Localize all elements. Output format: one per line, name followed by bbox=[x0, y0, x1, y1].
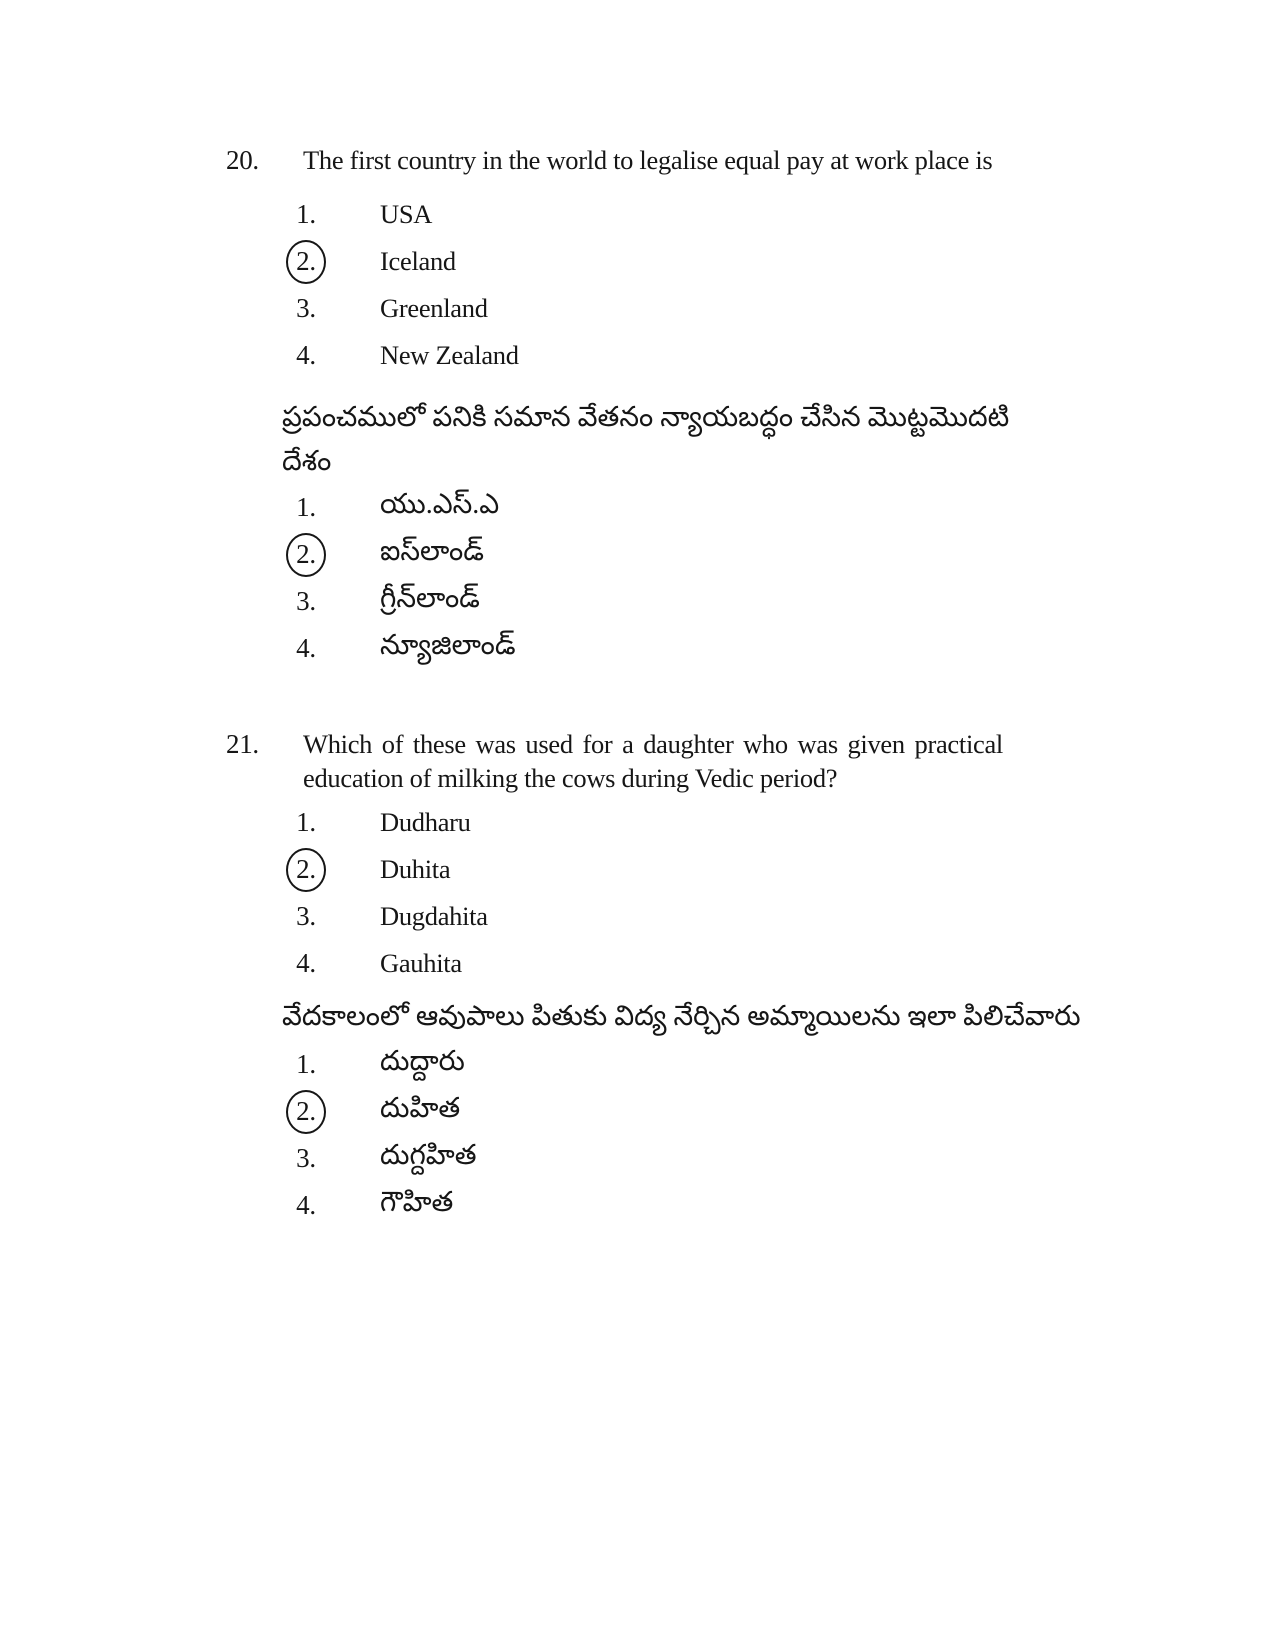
option-label: Dugdahita bbox=[380, 901, 488, 931]
question-text-telugu bbox=[282, 995, 1235, 1039]
question-text-line: education of milking the cows during Vedic period? bbox=[303, 763, 838, 793]
option-number: 3. bbox=[296, 1143, 316, 1173]
question-number: 20. bbox=[226, 145, 259, 175]
option-row bbox=[286, 625, 1235, 672]
option-label: దుగ్దహిత bbox=[380, 1139, 477, 1171]
question-text-telugu bbox=[282, 396, 1235, 484]
option-row bbox=[286, 1088, 1235, 1135]
option-row bbox=[286, 484, 1235, 531]
option-row bbox=[286, 531, 1235, 578]
option-number: 1. bbox=[296, 492, 316, 522]
option-row bbox=[286, 940, 1235, 987]
option-number: 3. bbox=[296, 586, 316, 616]
option-number: 4. bbox=[296, 340, 316, 370]
option-label: దుహిత bbox=[380, 1092, 461, 1124]
question-heading bbox=[226, 727, 1235, 795]
options-english bbox=[286, 799, 1235, 987]
selected-answer-circle: 2. bbox=[286, 848, 326, 892]
option-row bbox=[286, 846, 1235, 893]
question-text-line: దేశం bbox=[282, 446, 332, 477]
option-row bbox=[286, 578, 1235, 625]
question-number: 21. bbox=[226, 729, 259, 759]
options-telugu bbox=[286, 484, 1235, 672]
option-row bbox=[286, 799, 1235, 846]
option-number: 4. bbox=[296, 633, 316, 663]
question-text-line: వేదకాలంలో ఆవుపాలు పితుకు విద్య నేర్చిన అమ్మాయిలను ఇలా పిలిచేవారు bbox=[282, 1001, 1081, 1032]
option-label: Gauhita bbox=[380, 948, 462, 978]
selected-answer-circle: 2. bbox=[286, 1090, 326, 1134]
option-number: 1. bbox=[296, 807, 316, 837]
options-english bbox=[286, 191, 1235, 379]
option-label: ఐస్‌లాండ్ bbox=[380, 535, 484, 567]
option-number: 1. bbox=[296, 1049, 316, 1079]
question-heading bbox=[226, 143, 1235, 177]
option-row bbox=[286, 1135, 1235, 1182]
option-row bbox=[286, 1182, 1235, 1229]
option-label: యు.ఎస్.ఎ bbox=[380, 488, 500, 520]
selected-answer-circle: 2. bbox=[286, 533, 326, 577]
option-label: గౌహిత bbox=[380, 1186, 454, 1218]
question-text-line: ప్రపంచములో పనికి సమాన వేతనం న్యాయబద్ధం చేసిన మొట్టమొదటి bbox=[282, 402, 1010, 433]
option-number: 4. bbox=[296, 948, 316, 978]
question-20 bbox=[226, 143, 1235, 672]
option-number: 1. bbox=[296, 199, 316, 229]
option-label: న్యూజిలాండ్ bbox=[380, 629, 516, 661]
option-row bbox=[286, 238, 1235, 285]
option-label: Greenland bbox=[380, 293, 488, 323]
option-number: 3. bbox=[296, 901, 316, 931]
option-row bbox=[286, 1041, 1235, 1088]
option-label: USA bbox=[380, 199, 433, 229]
option-row bbox=[286, 332, 1235, 379]
question-text-line: The first country in the world to legalise equal pay at work place is bbox=[303, 145, 993, 175]
option-label: దుద్దారు bbox=[380, 1045, 465, 1077]
option-row bbox=[286, 893, 1235, 940]
option-row bbox=[286, 285, 1235, 332]
option-label: Iceland bbox=[380, 246, 456, 276]
question-text-english bbox=[303, 727, 1003, 795]
option-number: 4. bbox=[296, 1190, 316, 1220]
selected-answer-circle: 2. bbox=[286, 240, 326, 284]
question-text-english bbox=[303, 143, 1003, 177]
option-label: New Zealand bbox=[380, 340, 519, 370]
question-21 bbox=[226, 727, 1235, 1229]
question-text-line: Which of these was used for a daughter who was given practical bbox=[303, 729, 1003, 759]
option-label: గ్రీన్‌లాండ్ bbox=[380, 582, 480, 614]
option-label: Duhita bbox=[380, 854, 451, 884]
options-telugu bbox=[286, 1041, 1235, 1229]
page-content bbox=[226, 143, 1235, 1229]
option-row bbox=[286, 191, 1235, 238]
option-label: Dudharu bbox=[380, 807, 471, 837]
option-number: 3. bbox=[296, 293, 316, 323]
